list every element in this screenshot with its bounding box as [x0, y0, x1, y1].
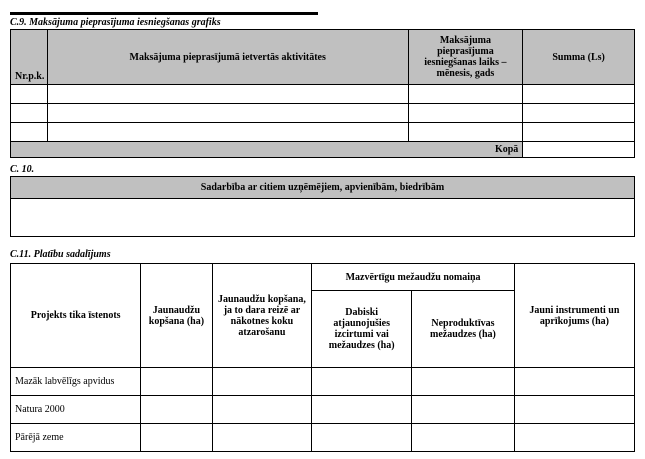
- c11-row-label: Mazāk labvēlīgs apvidus: [11, 368, 141, 396]
- section-c11-heading: C.11. Platību sadalījums: [10, 249, 111, 260]
- c11-cell: [412, 368, 515, 396]
- c11-cell: [141, 368, 212, 396]
- c11-cell: [412, 396, 515, 424]
- c9-cell-sum: [523, 85, 635, 104]
- c9-total-sum-cell: [523, 142, 635, 158]
- c10-body-row: [11, 199, 635, 237]
- c9-cell-time: [408, 123, 523, 142]
- c11-row-label: Pārējā zeme: [11, 424, 141, 452]
- c9-cell-sum: [523, 104, 635, 123]
- c11-cell: [312, 396, 412, 424]
- c11-col-header-unproductive: Neproduktīvas mežaudzes (ha): [412, 291, 515, 368]
- c10-header-cell: Sadarbība ar citiem uzņēmējiem, apvienībām, biedrībām: [11, 177, 635, 199]
- c9-total-label: Kopā: [11, 142, 523, 158]
- section-c9-heading: C.9. Maksājuma pieprasījuma iesniegšanas grafiks: [10, 17, 221, 28]
- section-c10-heading: C. 10.: [10, 164, 35, 175]
- c9-cell-nr: [11, 104, 48, 123]
- c9-col-header-activities: Maksājuma pieprasījumā ietvertās aktivitātes: [47, 30, 408, 85]
- c9-total-row: [11, 142, 635, 158]
- c9-payment-request-schedule-table: [10, 29, 635, 158]
- c10-empty-cell: [11, 199, 635, 237]
- c9-col-header-time: Maksājuma pieprasījuma iesniegšanas laiks – mēnesis, gads: [408, 30, 523, 85]
- c11-cell: [312, 424, 412, 452]
- c11-cell: [212, 396, 312, 424]
- c9-empty-row: [11, 104, 635, 123]
- c9-cell-sum: [523, 123, 635, 142]
- c9-cell-activity: [47, 85, 408, 104]
- c9-cell-nr: [11, 123, 48, 142]
- c11-group-header-low-value-replacement: Mazvērtīgu mežaudžu nomaiņa: [312, 264, 515, 291]
- c11-cell: [514, 424, 634, 452]
- c11-col-header-young-tending: Jaunaudžu kopšana (ha): [141, 264, 212, 368]
- c10-cooperation-table: [10, 176, 635, 237]
- c11-cell: [212, 424, 312, 452]
- c9-cell-activity: [47, 123, 408, 142]
- c11-cell: [312, 368, 412, 396]
- c11-cell: [514, 368, 634, 396]
- c11-row-label: Natura 2000: [11, 396, 141, 424]
- c11-cell: [514, 396, 634, 424]
- c9-cell-nr: [11, 85, 48, 104]
- c11-cell: [412, 424, 515, 452]
- c11-area-distribution-table: [10, 263, 635, 452]
- c9-col-header-sum: Summa (Ls): [523, 30, 635, 85]
- c11-col-header-young-tending-pruning: Jaunaudžu kopšana, ja to dara reizē ar nākotnes koku atzarošanu: [212, 264, 312, 368]
- top-divider-line: [10, 12, 318, 15]
- c11-cell: [141, 424, 212, 452]
- c11-row-natura-2000: [11, 396, 635, 424]
- c9-empty-row: [11, 85, 635, 104]
- c11-cell: [212, 368, 312, 396]
- c10-header-row: [11, 177, 635, 199]
- c11-cell: [141, 396, 212, 424]
- c9-header-row: [11, 30, 635, 85]
- c9-empty-row: [11, 123, 635, 142]
- c11-group-header-row: [11, 264, 635, 291]
- c9-cell-time: [408, 104, 523, 123]
- c11-row-other-land: [11, 424, 635, 452]
- c11-col-header-project: Projekts tika īstenots: [11, 264, 141, 368]
- c11-row-less-favoured-area: [11, 368, 635, 396]
- c9-cell-activity: [47, 104, 408, 123]
- c9-col-header-nr: Nr.p.k.: [11, 30, 48, 85]
- c11-col-header-instruments: Jauni instrumenti un aprīkojums (ha): [514, 264, 634, 368]
- c11-col-header-naturally-regenerated: Dabiski atjaunojušies izcirtumi vai mežaudzes (ha): [312, 291, 412, 368]
- c9-cell-time: [408, 85, 523, 104]
